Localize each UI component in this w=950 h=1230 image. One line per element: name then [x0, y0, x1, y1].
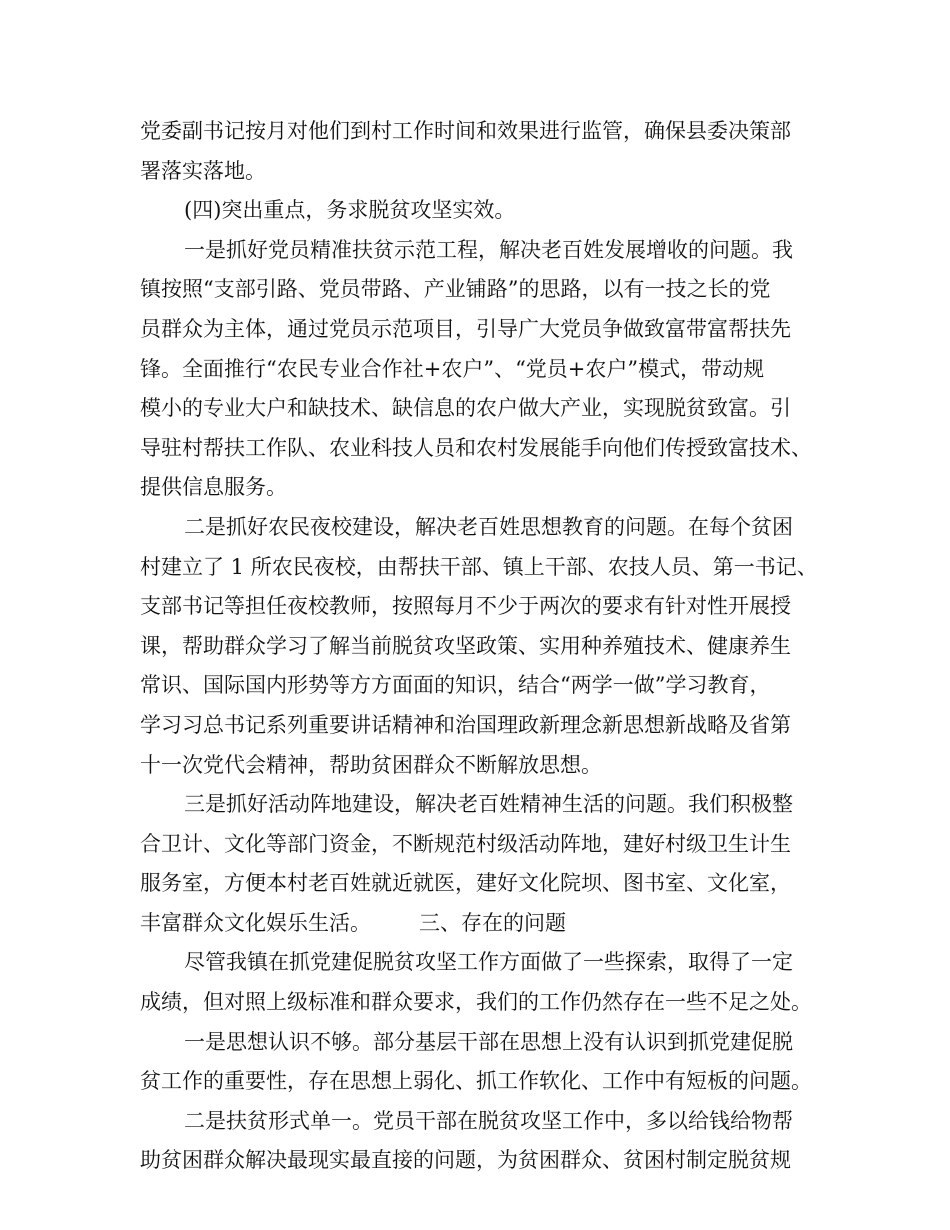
text-line: 支部书记等担任夜校教师，按照每月不少于两次的要求有针对性开展授	[140, 594, 791, 619]
paragraph-start: 一是抓好党员精准扶贫示范工程，解决老百姓发展增收的问题。我	[184, 237, 793, 262]
section-heading: 三、存在的问题	[419, 910, 566, 935]
text-line: 常识、国际国内形势等方方面面的知识，结合“两学一做”学习教育，	[140, 673, 771, 698]
section-heading: (四)突出重点，务求脱贫攻坚实效。	[184, 198, 516, 223]
text-line: 课，帮助群众学习了解当前脱贫攻坚政策、实用种养殖技术、健康养生	[140, 633, 791, 658]
text-line: 十一次党代会精神，帮助贫困群众不断解放思想。	[140, 752, 602, 777]
text-line: 锋。全面推行“农民专业合作社+农户”、“党员+农户”模式，带动规	[140, 356, 765, 381]
text-line: 署落实落地。	[140, 158, 266, 183]
text-line: 员群众为主体，通过党员示范项目，引导广大党员争做致富带富帮扶先	[140, 316, 791, 341]
text-line: 模小的专业大户和缺技术、缺信息的农户做大产业，实现脱贫致富。引	[140, 396, 791, 421]
text-line: 提供信息服务。	[140, 475, 287, 500]
text-line: 镇按照“支部引路、党员带路、产业铺路”的思路，以有一技之长的党	[140, 277, 771, 302]
document-body	[140, 112, 830, 1181]
text-line: 服务室，方便本村老百姓就近就医，建好文化院坝、图书室、文化室，	[140, 871, 791, 896]
text-fragment: 丰富群众文化娱乐生活。	[140, 910, 371, 935]
paragraph-start: 二是抓好农民夜校建设，解决老百姓思想教育的问题。在每个贫困	[184, 514, 793, 539]
text-line: 村建立了 1 所农民夜校，由帮扶干部、镇上干部、农技人员、第一书记、	[140, 554, 818, 579]
paragraph-start: 尽管我镇在抓党建促脱贫攻坚工作方面做了一些探索，取得了一定	[184, 950, 793, 975]
text-line: 合卫计、文化等部门资金，不断规范村级活动阵地，建好村级卫生计生	[140, 831, 791, 856]
text-line: 学习习总书记系列重要讲话精神和治国理政新理念新思想新战略及省第	[140, 712, 791, 737]
text-line: 成绩，但对照上级标准和群众要求，我们的工作仍然存在一些不足之处。	[140, 990, 812, 1015]
text-line: 党委副书记按月对他们到村工作时间和效果进行监管，确保县委决策部	[140, 119, 791, 143]
text-line: 导驻村帮扶工作队、农业科技人员和农村发展能手向他们传授致富技术、	[140, 435, 812, 460]
paragraph-start: 二是扶贫形式单一。党员干部在脱贫攻坚工作中，多以给钱给物帮	[184, 1108, 793, 1133]
paragraph-start: 一是思想认识不够。部分基层干部在思想上没有认识到抓党建促脱	[184, 1029, 793, 1054]
text-line-with-heading	[140, 904, 830, 944]
text-line: 助贫困群众解决最现实最直接的问题，为贫困群众、贫困村制定脱贫规	[140, 1148, 791, 1173]
paragraph-start: 三是抓好活动阵地建设，解决老百姓精神生活的问题。我们积极整	[184, 792, 793, 817]
text-line: 贫工作的重要性，存在思想上弱化、抓工作软化、工作中有短板的问题。	[140, 1069, 812, 1094]
